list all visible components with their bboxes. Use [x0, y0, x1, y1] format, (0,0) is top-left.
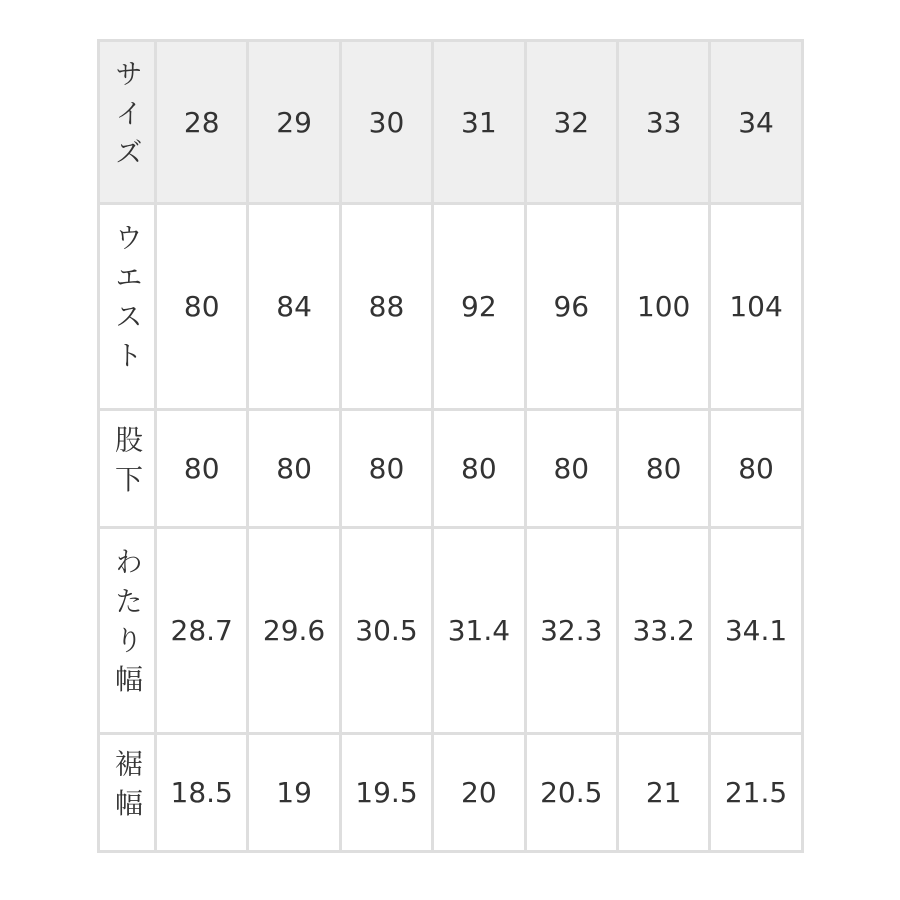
table-cell: 80 — [525, 410, 617, 528]
table-cell: 21.5 — [710, 734, 802, 852]
size-header-label — [99, 41, 156, 204]
row-label-text: 股下 — [111, 424, 144, 503]
size-header-cell: 33 — [617, 41, 709, 204]
table-cell: 34.1 — [710, 528, 802, 734]
table-cell: 33.2 — [617, 528, 709, 734]
table-cell: 88 — [340, 204, 432, 410]
table-cell: 80 — [340, 410, 432, 528]
size-header-cell: 31 — [433, 41, 525, 204]
table-cell: 92 — [433, 204, 525, 410]
table-cell: 100 — [617, 204, 709, 410]
table-cell: 19 — [248, 734, 340, 852]
table-cell: 32.3 — [525, 528, 617, 734]
table-cell: 20.5 — [525, 734, 617, 852]
table-cell: 31.4 — [433, 528, 525, 734]
row-label-hem-width — [99, 734, 156, 852]
row-label-text: 裾幅 — [111, 748, 144, 827]
row-label-thigh-width — [99, 528, 156, 734]
size-header-cell: 30 — [340, 41, 432, 204]
table-cell: 29.6 — [248, 528, 340, 734]
table-cell: 80 — [248, 410, 340, 528]
table-cell: 28.7 — [156, 528, 248, 734]
table-cell: 84 — [248, 204, 340, 410]
size-header-label-text: サイズ — [111, 58, 144, 177]
row-label-waist — [99, 204, 156, 410]
size-header-row — [99, 41, 803, 204]
table-cell: 80 — [433, 410, 525, 528]
table-cell: 20 — [433, 734, 525, 852]
table-row-hem-width — [99, 734, 803, 852]
row-label-inseam — [99, 410, 156, 528]
row-label-text: わたり幅 — [111, 547, 144, 705]
table-cell: 80 — [156, 410, 248, 528]
size-header-cell: 34 — [710, 41, 802, 204]
row-label-text: ウエスト — [111, 223, 144, 381]
table-cell: 30.5 — [340, 528, 432, 734]
table-cell: 80 — [156, 204, 248, 410]
table-row-waist — [99, 204, 803, 410]
size-header-cell: 32 — [525, 41, 617, 204]
size-chart-table — [97, 39, 804, 853]
size-header-cell: 29 — [248, 41, 340, 204]
table-cell: 80 — [617, 410, 709, 528]
table-cell: 19.5 — [340, 734, 432, 852]
table-cell: 80 — [710, 410, 802, 528]
table-cell: 96 — [525, 204, 617, 410]
table-cell: 18.5 — [156, 734, 248, 852]
table-cell: 104 — [710, 204, 802, 410]
table-row-inseam — [99, 410, 803, 528]
table-row-thigh-width — [99, 528, 803, 734]
table-cell: 21 — [617, 734, 709, 852]
size-header-cell: 28 — [156, 41, 248, 204]
